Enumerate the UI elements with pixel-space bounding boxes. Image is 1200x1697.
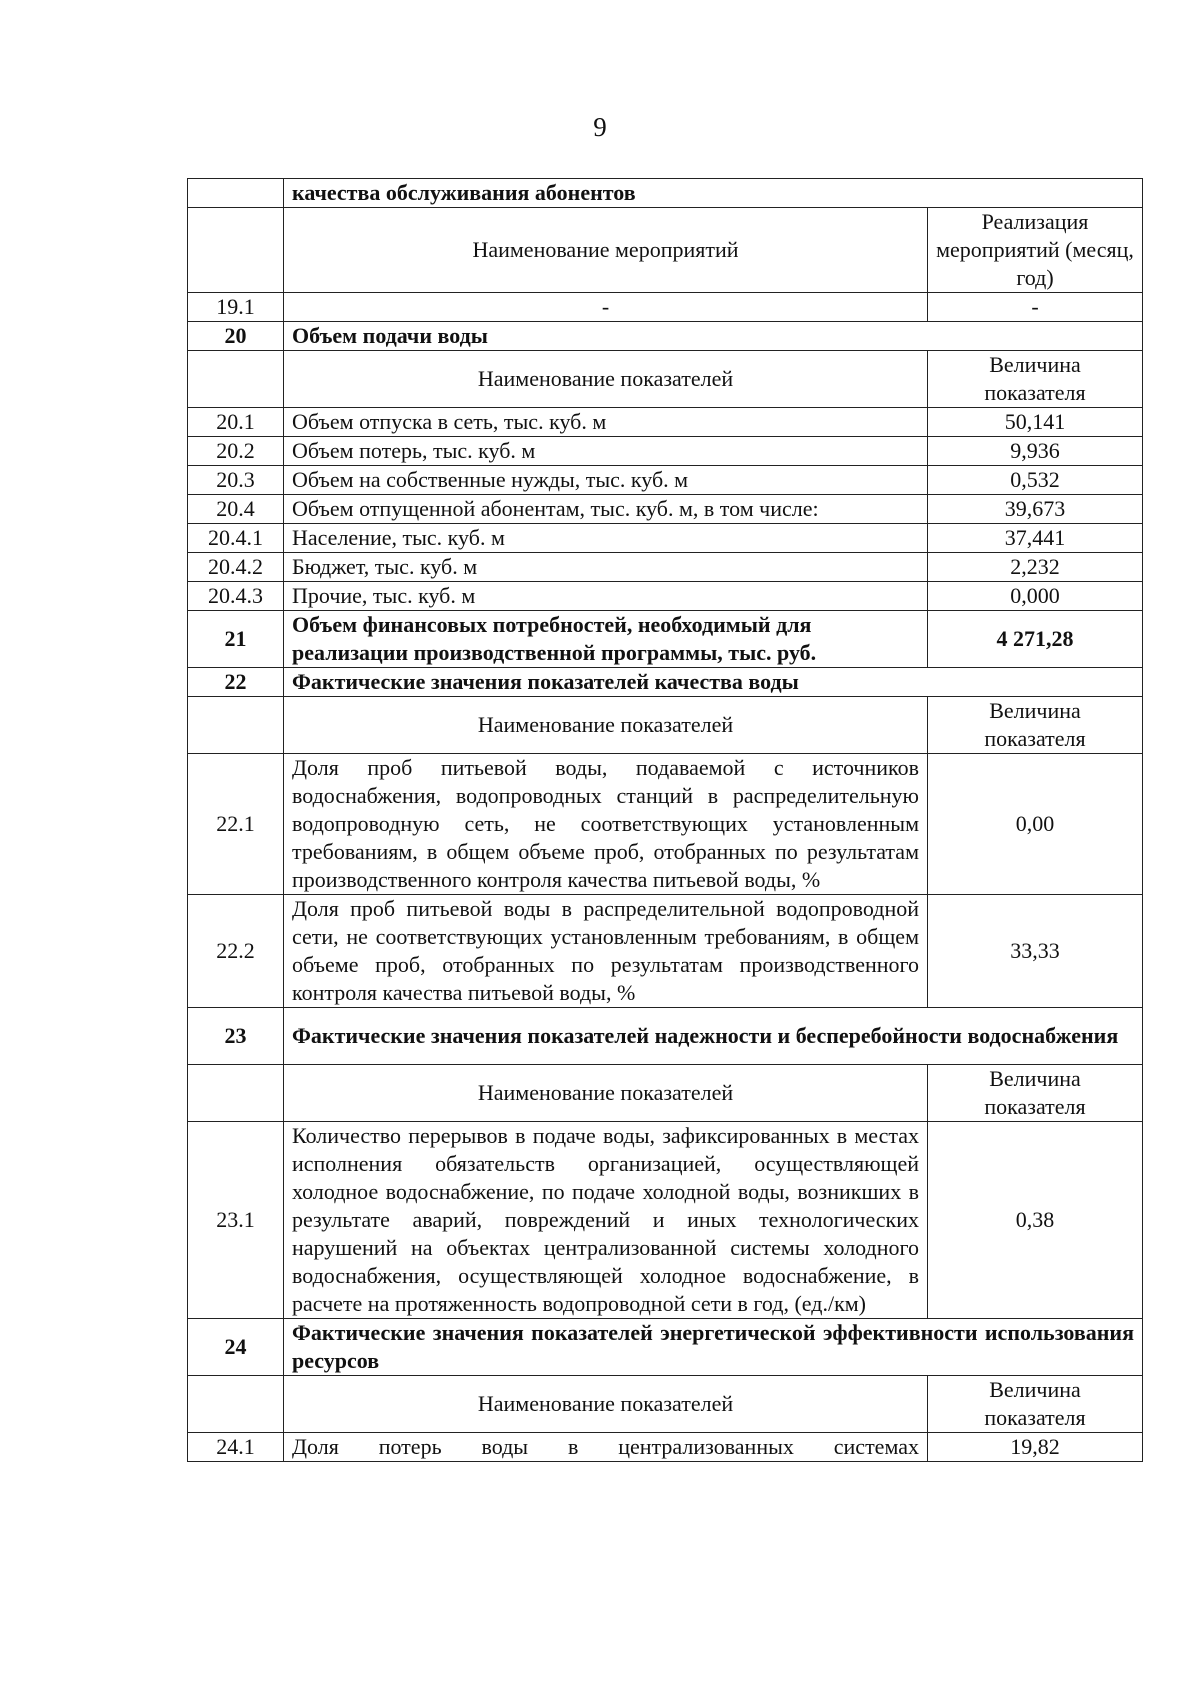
table-row <box>188 437 1143 466</box>
section-num: 22 <box>188 668 284 697</box>
row-value: 33,33 <box>928 895 1143 1008</box>
table-row <box>188 895 1143 1008</box>
row-number: 20.4.1 <box>188 524 284 553</box>
section-19-title-row <box>188 179 1143 208</box>
row-value: 0,38 <box>928 1122 1143 1319</box>
header-num-cell <box>188 697 284 754</box>
table-row <box>188 553 1143 582</box>
table-row <box>188 466 1143 495</box>
row-name: Население, тыс. куб. м <box>284 524 928 553</box>
section-22-title-row <box>188 668 1143 697</box>
column-header-value: Величина показателя <box>928 1065 1143 1122</box>
row-number: 19.1 <box>188 293 284 322</box>
row-name-text: Доля потерь воды в централизованных системах <box>292 1434 919 1459</box>
row-value: 0,000 <box>928 582 1143 611</box>
row-name: Количество перерывов в подаче воды, зафиксированных в местах исполнения обязательств организацией, осуществляющей холодное водоснабжение, по подаче холодной воды, возникших в результате аварий, повреждений и иных технологических нарушений на объектах централизованной системы холодного водоснабжения, осуществляющей холодное водоснабжение, в расчете на протяженность водопроводной сети в год, (ед./км) <box>284 1122 928 1319</box>
row-value: 9,936 <box>928 437 1143 466</box>
row-name: - <box>284 293 928 322</box>
section-title: Фактические значения показателей качества воды <box>284 668 1143 697</box>
row-name: Бюджет, тыс. куб. м <box>284 553 928 582</box>
row-value: 4 271,28 <box>928 611 1143 668</box>
section-num: 24 <box>188 1319 284 1376</box>
table-row <box>188 582 1143 611</box>
row-value: - <box>928 293 1143 322</box>
section-num: 21 <box>188 611 284 668</box>
row-number: 20.4 <box>188 495 284 524</box>
row-value: 50,141 <box>928 408 1143 437</box>
table-row <box>188 495 1143 524</box>
row-value: 39,673 <box>928 495 1143 524</box>
header-num-cell <box>188 351 284 408</box>
indicators-table <box>187 178 1143 1462</box>
header-num-cell <box>188 1376 284 1433</box>
row-number: 24.1 <box>188 1433 284 1462</box>
section-num: 20 <box>188 322 284 351</box>
column-header-name: Наименование показателей <box>284 351 928 408</box>
section-23-title-row <box>188 1008 1143 1065</box>
section-title: Объем подачи воды <box>284 322 1143 351</box>
column-header-value: Величина показателя <box>928 697 1143 754</box>
table-row <box>188 293 1143 322</box>
row-number: 22.2 <box>188 895 284 1008</box>
row-number: 20.1 <box>188 408 284 437</box>
row-value: 37,441 <box>928 524 1143 553</box>
column-header-name: Наименование показателей <box>284 1065 928 1122</box>
row-name: Объем на собственные нужды, тыс. куб. м <box>284 466 928 495</box>
header-num-cell <box>188 1065 284 1122</box>
table-row <box>188 408 1143 437</box>
row-number: 20.4.3 <box>188 582 284 611</box>
row-name <box>284 1433 928 1462</box>
section-23-header-row <box>188 1065 1143 1122</box>
row-value: 19,82 <box>928 1433 1143 1462</box>
section-title: качества обслуживания абонентов <box>284 179 1143 208</box>
table-row <box>188 754 1143 895</box>
section-num: 23 <box>188 1008 284 1065</box>
table-row <box>188 1433 1143 1462</box>
column-header-name: Наименование мероприятий <box>284 208 928 293</box>
table-row <box>188 524 1143 553</box>
section-20-title-row <box>188 322 1143 351</box>
row-value: 2,232 <box>928 553 1143 582</box>
section-21-row <box>188 611 1143 668</box>
row-number: 23.1 <box>188 1122 284 1319</box>
section-24-header-row <box>188 1376 1143 1433</box>
row-name: Объем потерь, тыс. куб. м <box>284 437 928 466</box>
row-name: Доля проб питьевой воды, подаваемой с источников водоснабжения, водопроводных станций в распределительную водопроводную сеть, не соответствующих установленным требованиям, в общем объеме проб, отобранных по результатам производственного контроля качества питьевой воды, % <box>284 754 928 895</box>
page-number: 9 <box>593 112 607 142</box>
header-num-cell <box>188 208 284 293</box>
column-header-value: Величина показателя <box>928 1376 1143 1433</box>
section-num <box>188 179 284 208</box>
row-name: Объем отпуска в сеть, тыс. куб. м <box>284 408 928 437</box>
section-19-header-row <box>188 208 1143 293</box>
row-name: Объем отпущенной абонентам, тыс. куб. м, в том числе: <box>284 495 928 524</box>
row-number: 22.1 <box>188 754 284 895</box>
section-24-title-row <box>188 1319 1143 1376</box>
row-value: 0,00 <box>928 754 1143 895</box>
row-name: Прочие, тыс. куб. м <box>284 582 928 611</box>
column-header-value: Реализация мероприятий (месяц, год) <box>928 208 1143 293</box>
row-value: 0,532 <box>928 466 1143 495</box>
section-title: Фактические значения показателей энергетической эффективности использования ресурсов <box>284 1319 1143 1376</box>
column-header-name: Наименование показателей <box>284 697 928 754</box>
column-header-name: Наименование показателей <box>284 1376 928 1433</box>
section-20-header-row <box>188 351 1143 408</box>
row-number: 20.2 <box>188 437 284 466</box>
section-title: Объем финансовых потребностей, необходимый для реализации производственной программы, тыс. руб. <box>284 611 928 668</box>
section-22-header-row <box>188 697 1143 754</box>
table-row <box>188 1122 1143 1319</box>
row-name: Доля проб питьевой воды в распределительной водопроводной сети, не соответствующих установленным требованиям, в общем объеме проб, отобранных по результатам производственного контроля качества питьевой воды, % <box>284 895 928 1008</box>
column-header-value: Величина показателя <box>928 351 1143 408</box>
row-number: 20.4.2 <box>188 553 284 582</box>
row-number: 20.3 <box>188 466 284 495</box>
section-title: Фактические значения показателей надежности и бесперебойности водоснабжения <box>284 1008 1143 1065</box>
